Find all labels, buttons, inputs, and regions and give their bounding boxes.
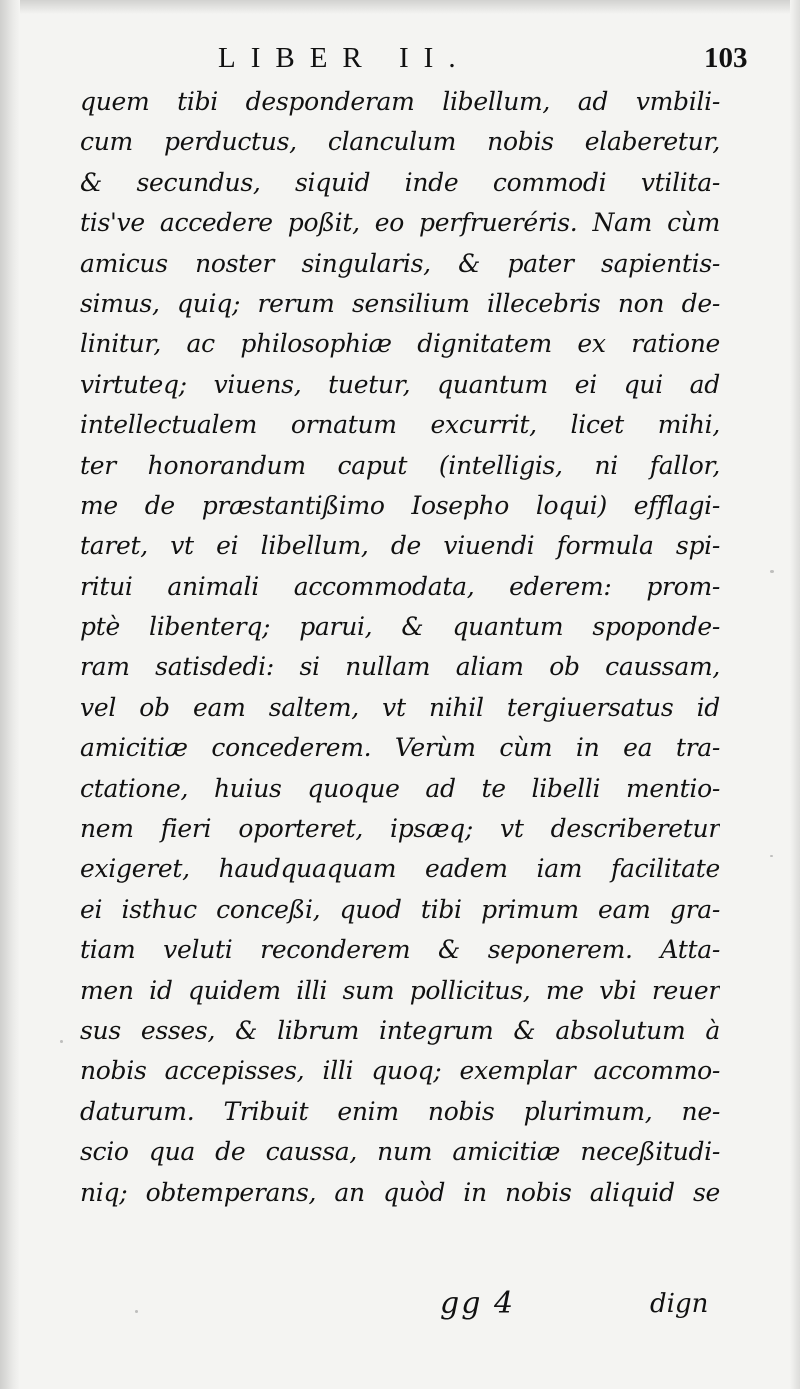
text-line: niq; obtemperans, an quòd in nobis aliquid se <box>80 1177 720 1207</box>
text-line: nobis accepisses, illi quoq; exemplar accommo- <box>80 1056 720 1086</box>
text-line: daturum. Tribuit enim nobis plurimum, ne- <box>80 1096 720 1126</box>
text-line: virtuteq; viuens, tuetur, quantum ei qui ad <box>80 369 720 399</box>
text-line: amicitiæ concederem. Verùm cùm in ea tra- <box>80 733 720 763</box>
page-footer <box>0 1282 800 1326</box>
running-title: LIBER II. <box>218 42 471 74</box>
text-line: scio qua de caussa, num amicitiæ neceßitudi- <box>80 1137 720 1167</box>
text-line: vel ob eam saltem, vt nihil tergiuersatus id <box>80 692 720 722</box>
ink-speck <box>770 570 774 573</box>
text-line: me de præstantißimo Iosepho loqui) efflagi- <box>80 490 720 520</box>
text-line: tis've accedere poßit, eo perfrueréris. Nam cùm <box>80 208 720 238</box>
page-number: 103 <box>704 42 748 74</box>
text-line: quem tibi desponderam libellum, ad vmbili- <box>80 87 720 116</box>
text-line: simus, quiq; rerum sensilium illecebris non de- <box>80 288 720 318</box>
body-text <box>80 82 720 1213</box>
text-line: exigeret, haudquaquam eadem iam facilitate <box>80 854 720 884</box>
text-line: & secundus, siquid inde commodi vtilita- <box>80 167 720 197</box>
text-line: amicus noster singularis, & pater sapientis- <box>80 248 720 278</box>
text-line: men id quidem illi sum pollicitus, me vbi reuer <box>80 975 720 1005</box>
page-top-edge <box>0 0 800 14</box>
text-line: ram satisdedi: si nullam aliam ob caussam, <box>80 652 720 682</box>
text-line: ei isthuc conceßi, quod tibi primum eam gra- <box>80 894 720 924</box>
text-line: tiam veluti reconderem & seponerem. Atta- <box>80 935 720 965</box>
text-line: ctatione, huius quoque ad te libelli mentio- <box>80 773 720 803</box>
text-line: nem fieri oporteret, ipsæq; vt describeretur <box>80 814 720 844</box>
text-line: ter honorandum caput (intelligis, ni fallor, <box>80 450 720 480</box>
page-right-edge <box>790 0 800 1389</box>
catchword: dign <box>650 1289 709 1319</box>
signature-mark: gg 4 <box>440 1286 516 1321</box>
text-line: ritui animali accommodata, ederem: prom- <box>80 571 720 601</box>
text-line: cum perductus, clanculum nobis elaberetur, <box>80 127 720 157</box>
text-line: taret, vt ei libellum, de viuendi formula spi- <box>80 531 720 561</box>
ink-speck <box>135 1310 138 1313</box>
ink-speck <box>60 1040 63 1043</box>
page-left-edge <box>0 0 20 1389</box>
text-line: sus esses, & librum integrum & absolutum à <box>80 1015 720 1045</box>
text-line: intellectualem ornatum excurrit, licet mihi, <box>80 410 720 440</box>
ink-speck <box>770 855 773 857</box>
text-line: linitur, ac philosophiæ dignitatem ex ratione <box>80 329 720 359</box>
text-line: ptè libenterq; parui, & quantum spoponde- <box>80 612 720 642</box>
running-head <box>0 38 800 78</box>
